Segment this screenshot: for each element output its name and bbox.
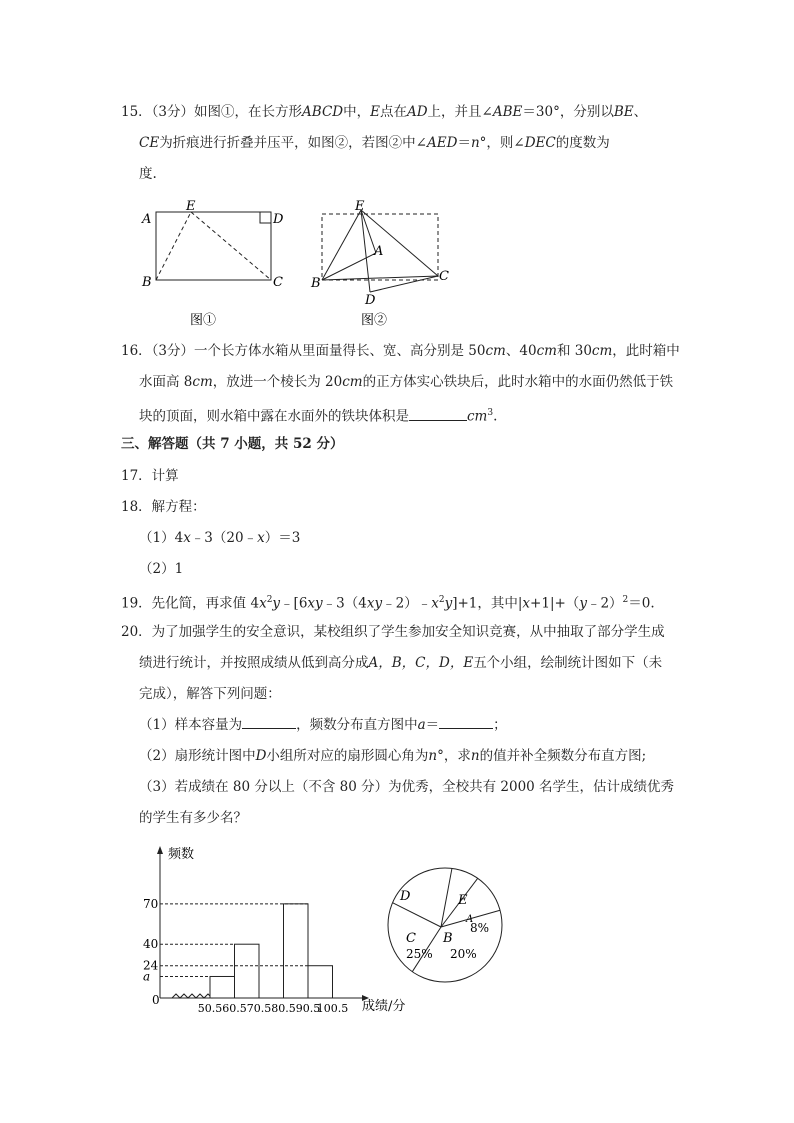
label-b2: B — [311, 276, 321, 291]
fold-line-be — [156, 212, 191, 280]
figure-1 — [136, 198, 286, 330]
q20-line1: 20．为了加强学生的安全意识，某校组织了学生参加安全知识竞赛，从中抽取了部分学生成 — [121, 624, 665, 640]
q19: 19．先化简，再求值 $4x^2y﹣[6xy﹣3(4xy﹣2)﹣x^2y]+1$，其中|x+1|+（y﹣2）$^2$＝0. — [121, 595, 655, 612]
slice-percent-c: 25% — [406, 947, 433, 961]
q16-line1: 16．（3分）一个长方体水箱从里面量得长、宽、高分别是 50cm、40cm和 30cm，此时箱中 — [121, 343, 680, 359]
histogram-bar — [284, 904, 309, 998]
right-angle-mark — [260, 212, 271, 223]
q18-part2: （2）1 — [139, 561, 184, 577]
slice-label-d: D — [400, 889, 411, 904]
pie-chart — [380, 860, 510, 990]
figure-2 — [306, 198, 466, 330]
caption-fig1: 图① — [190, 313, 217, 328]
q20-part4: 的学生有多少名？ — [139, 810, 247, 826]
label-a: A — [142, 212, 152, 227]
label-d: D — [273, 212, 284, 227]
x-tick-label: 70.5 — [246, 1002, 272, 1015]
label-d2: D — [365, 293, 376, 308]
x-tick-label: 50.5 — [197, 1002, 223, 1015]
caption-fig2: 图② — [361, 313, 388, 328]
label-c2: C — [439, 269, 449, 284]
section-3-heading: 三、解答题（共 7 小题，共 52 分） — [121, 436, 344, 452]
histogram-bar — [308, 966, 333, 998]
label-c: C — [273, 275, 283, 290]
y-axis-label: 频数 — [168, 847, 195, 862]
x-tick-label: 100.5 — [316, 1002, 349, 1015]
label-e2: E — [355, 199, 365, 214]
y-tick-label: 40 — [143, 937, 159, 952]
q20-part1: （1）样本容量为 ，频数分布直方图中a＝ ； — [139, 717, 507, 733]
q20-line3: 完成），解答下列问题： — [139, 686, 281, 702]
y-tick-label: 24 — [143, 958, 159, 973]
origin-label: 0 — [152, 993, 160, 1007]
x-tick-label: 80.5 — [271, 1002, 296, 1015]
x-axis-label: 成绩/分 — [362, 999, 406, 1014]
slice-label-e: E — [458, 893, 468, 908]
slice-percent-a: 8% — [470, 921, 490, 935]
q15-line2: CE为折痕进行折叠并压平，如图②，若图②中∠AED＝n°，则∠DEC的度数为 — [139, 135, 610, 151]
label-a2: A — [374, 244, 384, 259]
histogram-bar — [235, 944, 260, 998]
y-tick-label: 70 — [143, 896, 159, 911]
q20-part3: （3）若成绩在 80 分以上（不含 80 分）为优秀，全校共有 2000 名学生，估计成绩优秀 — [139, 779, 675, 795]
x-tick-label: 90.5 — [295, 1002, 321, 1015]
q16-line2: 水面高 8cm，放进一个棱长为 20cm的正方体实心铁块后，此时水箱中的水面仍然低于铁 — [139, 374, 674, 390]
slice-label-c: C — [406, 931, 416, 946]
y-axis-arrow — [157, 846, 163, 854]
label-e: E — [186, 199, 196, 214]
q15-line3: 度. — [139, 166, 157, 182]
histogram-bar — [210, 976, 235, 998]
q16-line3: 块的顶面，则水箱中露在水面外的铁块体积是 $cm^3$. — [139, 408, 498, 425]
frequency-histogram — [140, 840, 420, 1020]
q17: 17．计算 — [121, 468, 179, 484]
q15-line1: 15．（3分）如图①，在长方形ABCD中，E点在AD上，并且∠ABE＝30°，分别以BE、 — [121, 104, 648, 120]
q20-part2: （2）扇形统计图中D小组所对应的扇形圆心角为n°，求n的值并补全频数分布直方图; — [139, 748, 647, 764]
slice-percent-b: 20% — [450, 947, 477, 961]
slice-label-a: A — [466, 914, 474, 925]
q18-part1: （1）4x﹣3（20﹣x）＝3 — [139, 530, 301, 546]
y-tick-label: a — [143, 969, 151, 984]
answer-blank — [409, 408, 467, 421]
x-tick-label: 60.5 — [222, 1002, 247, 1015]
slice-label-b: B — [443, 931, 453, 946]
label-b: B — [142, 275, 152, 290]
fold-line-ce — [191, 212, 271, 280]
q20-line2: 绩进行统计，并按照成绩从低到高分成A，B，C，D，E五个小组，绘制统计图如下（未 — [139, 655, 663, 671]
q18-title: 18．解方程： — [121, 499, 206, 515]
